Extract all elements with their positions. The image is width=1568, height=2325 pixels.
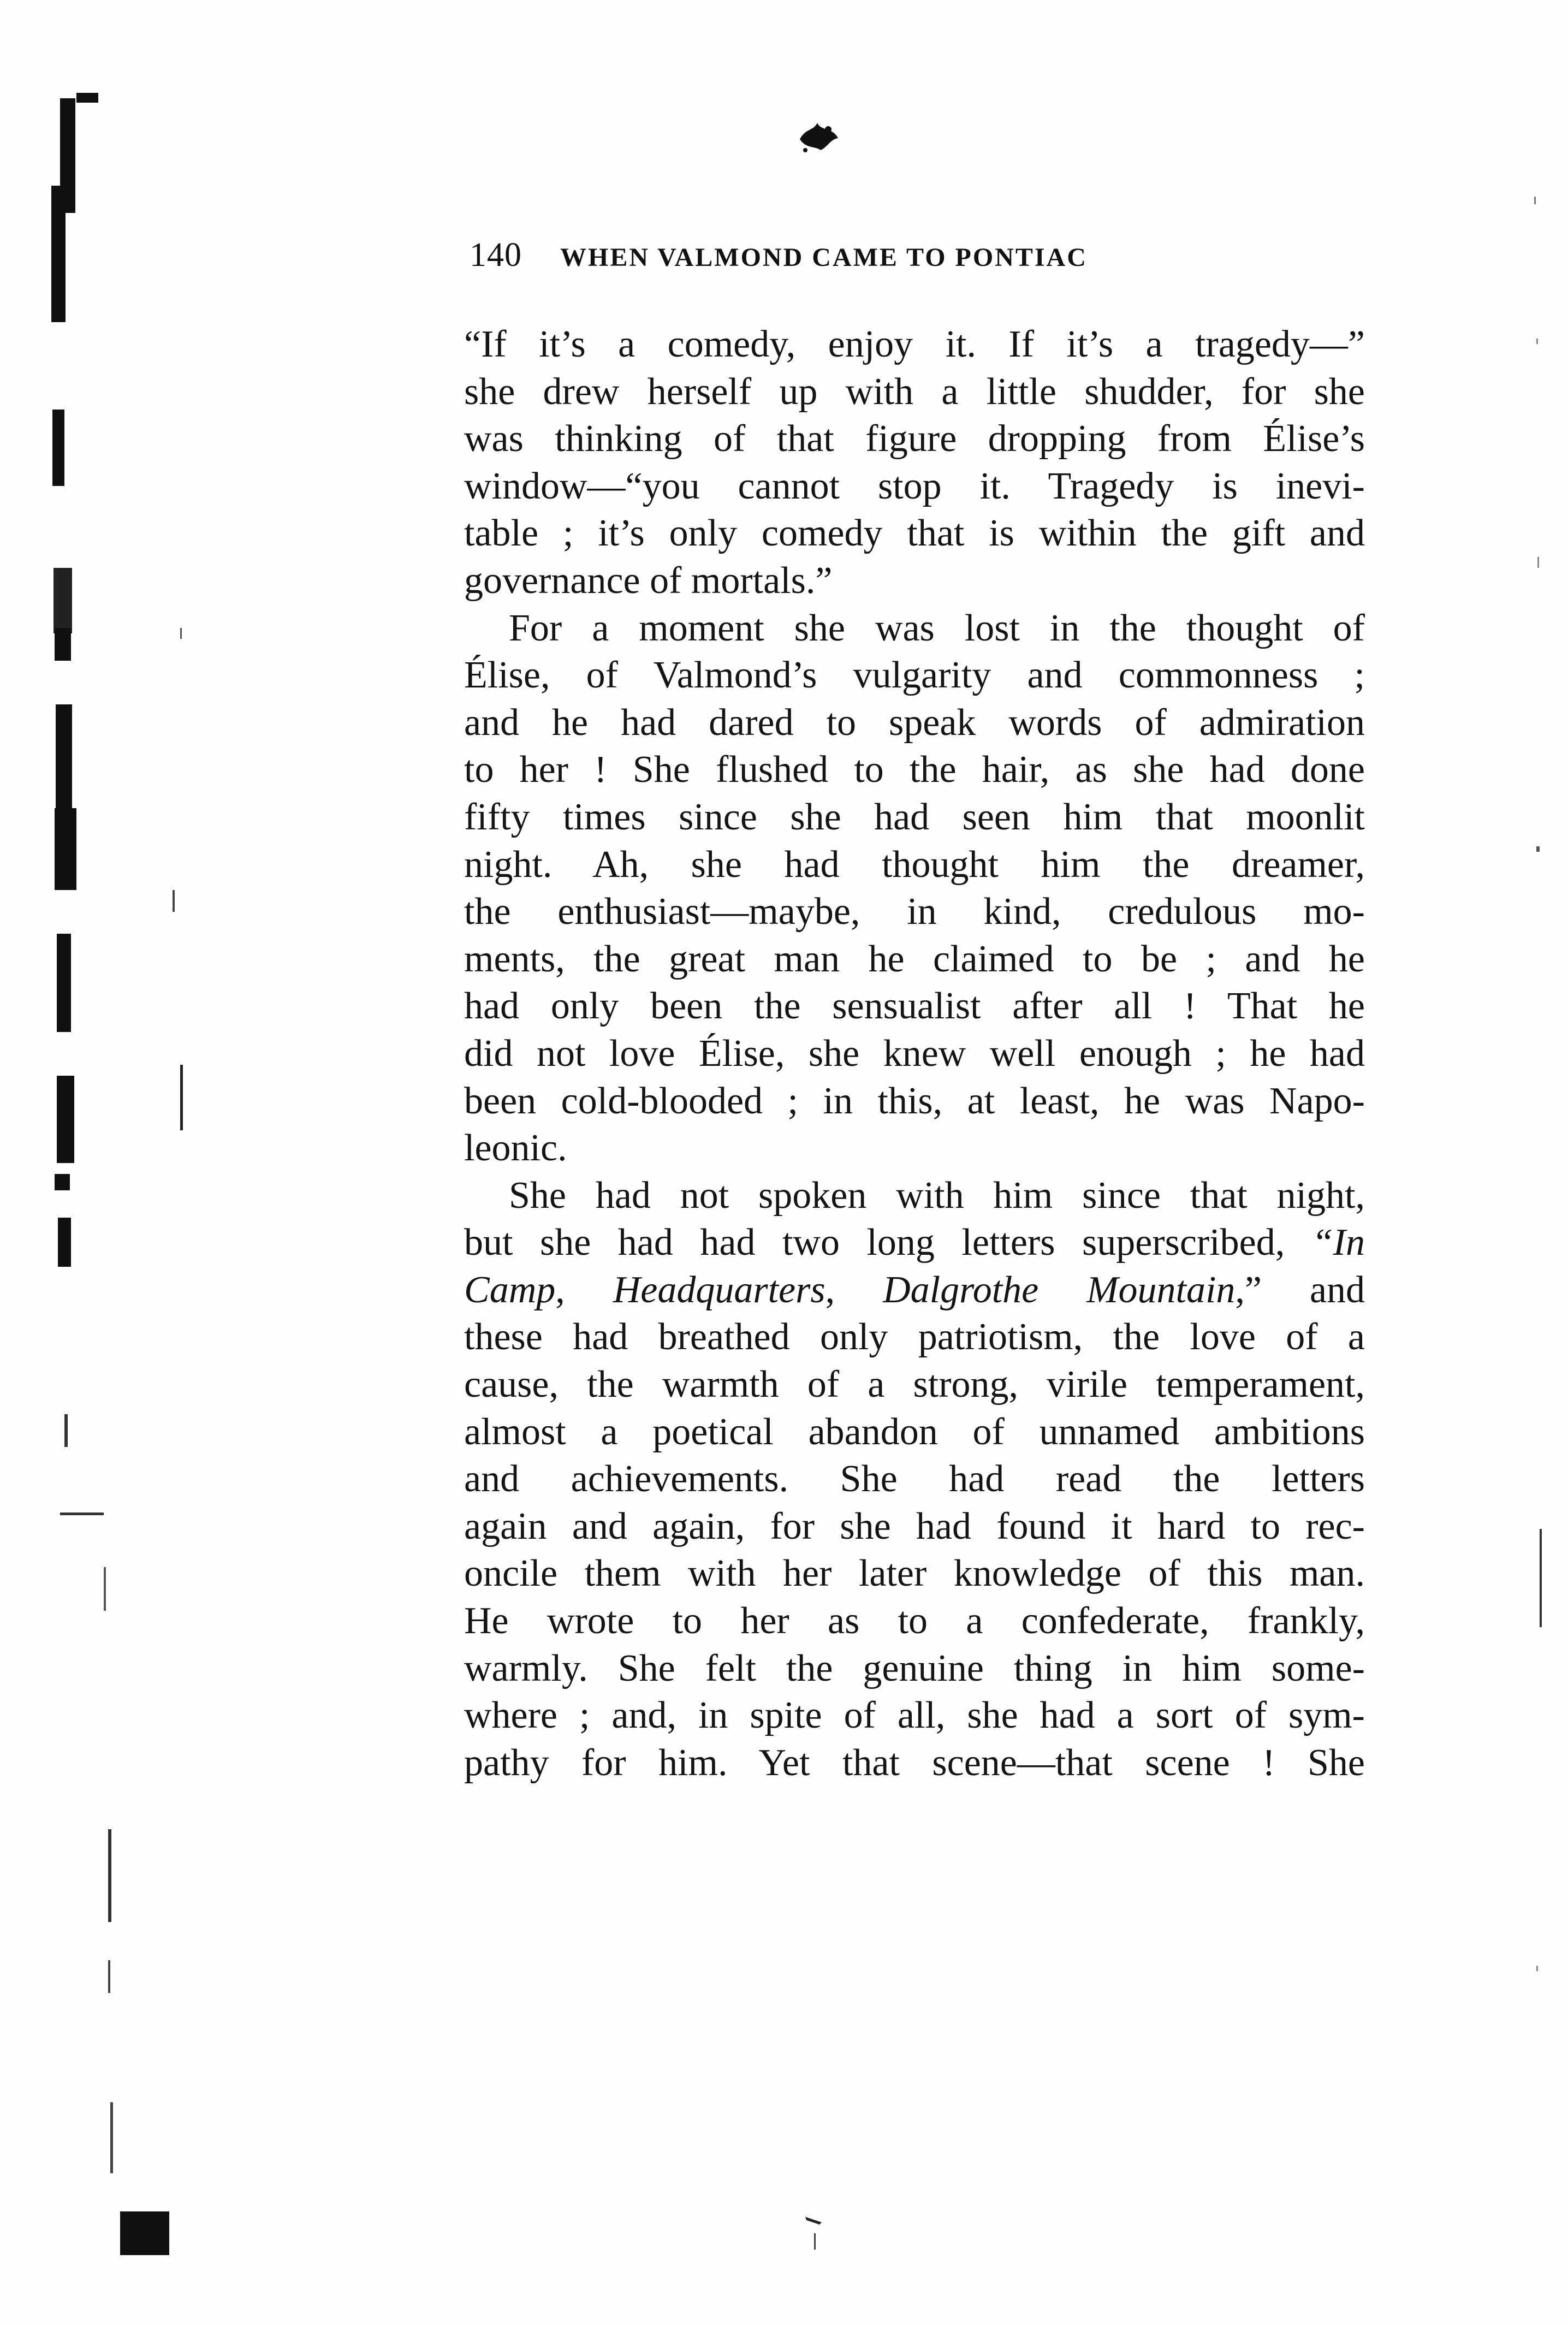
text-line [464,1550,1365,1598]
body-text [464,321,1365,1787]
text-line [464,1645,1365,1693]
text-line [464,1125,1365,1172]
scan-edge-specks [1512,164,1556,2184]
text-fragment: night. Ah, she had thought him the dreamer, [464,843,1365,886]
text-fragment: and he had dared to speak words of admiration [464,701,1365,744]
text-fragment: For a moment she was lost in the thought of [509,607,1365,649]
text-fragment: ,” [1235,1268,1262,1311]
running-header [470,236,1245,275]
text-line [464,605,1365,653]
text-line [464,369,1365,416]
text-fragment: pathy for him. Yet that scene—that scene ! She [464,1741,1365,1784]
text-fragment: these had breathed only patriotism, the love of a [464,1316,1365,1359]
running-title: WHEN VALMOND CAME TO PONTIAC [560,243,1088,272]
italic-text: Headquarters [613,1268,825,1311]
text-line [464,1172,1365,1220]
text-line [464,1503,1365,1551]
text-line [464,1314,1365,1361]
text-fragment: and achievements. She had read the letters [464,1458,1365,1500]
text-fragment: fifty times since she had seen him that moonlit [464,796,1365,838]
text-line [464,1078,1365,1125]
text-fragment: Élise, of Valmond’s vulgarity and commonness ; [464,654,1365,697]
text-fragment: was thinking of that figure dropping from Élise’s [464,418,1365,460]
text-line [464,1598,1365,1645]
page-number: 140 [470,236,522,274]
text-line [464,1361,1365,1409]
text-line [464,1740,1365,1787]
text-fragment: “If it’s a comedy, enjoy it. If it’s a tragedy—” [464,323,1365,365]
scan-bleed-through-artifact [49,82,191,2293]
text-line [464,652,1365,699]
text-fragment: she drew herself up with a little shudder, for she [464,370,1365,413]
text-line [464,746,1365,794]
text-fragment: but she had had two long letters superscribed, [464,1221,1312,1264]
text-fragment: leonic. [464,1127,567,1170]
text-fragment: where ; and, in spite of all, she had a sort of sym- [464,1694,1365,1737]
text-fragment: warmly. She felt the genuine thing in him some- [464,1647,1365,1689]
text-line [464,1267,1365,1314]
text-line [464,888,1365,936]
text-fragment: cause, the warmth of a strong, virile temperament, [464,1363,1365,1406]
text-line [464,936,1365,983]
text-fragment: , [825,1268,883,1311]
text-fragment: , [555,1268,613,1311]
text-line [464,1030,1365,1078]
text-fragment: again and again, for she had found it hard to rec- [464,1505,1365,1547]
text-fragment: table ; it’s only comedy that is within the gift and [464,512,1365,555]
text-line [464,557,1365,605]
text-fragment: the enthusiast—maybe, in kind, credulous mo- [464,891,1365,933]
text-line [464,841,1365,889]
text-line [464,794,1365,841]
text-fragment: She had not spoken with him since that night, [509,1174,1365,1217]
text-line [464,463,1365,511]
italic-text: Dalgrothe Mountain [883,1268,1236,1311]
text-line [464,510,1365,557]
text-fragment: oncile them with her later knowledge of this man. [464,1552,1365,1595]
text-fragment: had only been the sensualist after all ! That he [464,985,1365,1028]
text-line [464,1219,1365,1267]
text-fragment: and [1261,1268,1365,1311]
scan-speck-mark [800,2211,833,2255]
text-line [464,1409,1365,1456]
text-fragment: governance of mortals.” [464,559,833,602]
text-line [464,1692,1365,1740]
text-line [464,699,1365,747]
text-fragment: ments, the great man he claimed to be ; and he [464,938,1365,980]
text-line [464,416,1365,463]
text-fragment: He wrote to her as to a confederate, frankly, [464,1600,1365,1642]
text-line [464,983,1365,1030]
text-line [464,1456,1365,1503]
text-fragment: almost a poetical abandon of unnamed ambitions [464,1410,1365,1453]
text-fragment: did not love Élise, she knew well enough ; he had [464,1032,1365,1075]
italic-text: “In [1311,1221,1365,1264]
text-line [464,321,1365,369]
text-fragment: been cold-blooded ; in this, at least, he was Napo- [464,1080,1365,1122]
text-fragment: window—“you cannot stop it. Tragedy is inevi- [464,465,1365,507]
printer-ornament-icon [794,117,844,161]
italic-text: Camp [464,1268,556,1311]
text-fragment: to her ! She flushed to the hair, as she had done [464,749,1365,791]
